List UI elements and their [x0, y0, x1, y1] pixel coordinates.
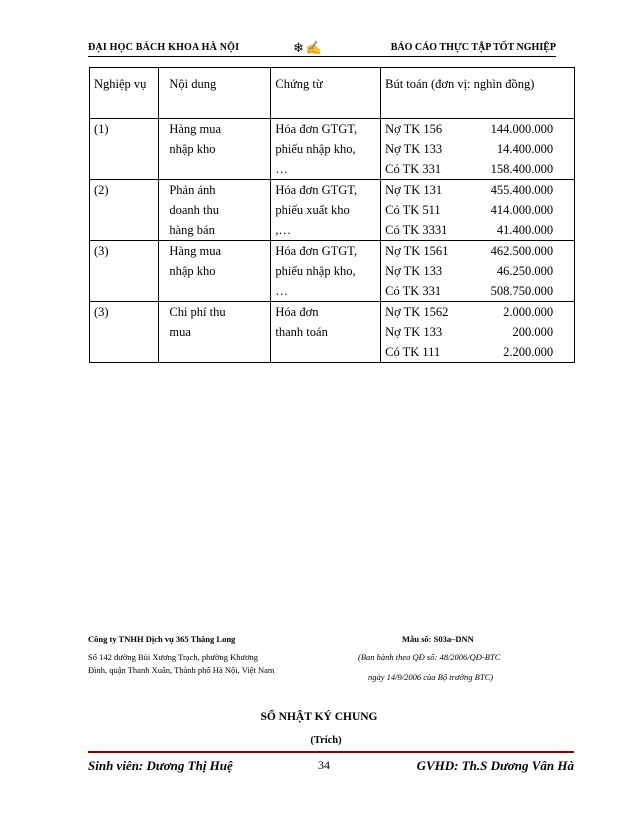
- journal-entry-line: [385, 281, 553, 301]
- journal-entry-line: [385, 159, 553, 179]
- transaction-number-cell: [90, 302, 159, 363]
- transaction-number-cell: [90, 180, 159, 241]
- content-cell: [159, 241, 271, 302]
- document-line: Hóa đơn: [275, 305, 319, 319]
- journal-entry-line: [385, 119, 553, 139]
- document-line: phiếu nhập kho,: [275, 264, 356, 278]
- entry-cell: [381, 119, 575, 180]
- account-code: Có TK 111: [385, 345, 441, 359]
- account-code: Nợ TK 131: [385, 183, 443, 197]
- entry-cell: [381, 302, 575, 363]
- transaction-number-cell: [90, 241, 159, 302]
- university-name: ĐẠI HỌC BÁCH KHOA HÀ NỘI: [88, 42, 240, 53]
- page-footer: [88, 758, 574, 776]
- journal-entry-line: [385, 241, 553, 261]
- content-line: Hàng mua: [169, 244, 222, 258]
- entry-amount: 46.250.000: [496, 264, 554, 278]
- document-cell: [271, 180, 381, 241]
- transaction-number-cell: [90, 119, 159, 180]
- document-cell: [271, 302, 381, 363]
- content-cell: [159, 302, 271, 363]
- table-row: [90, 302, 575, 363]
- company-address-line: Số 142 đường Bùi Xương Trạch, phường Khương: [88, 652, 259, 662]
- content-line: nhập kho: [169, 264, 216, 278]
- company-name: Công ty TNHH Dịch vụ 365 Thăng Long: [88, 634, 236, 644]
- column-header: Chứng từ: [271, 68, 381, 119]
- document-line: thanh toán: [275, 325, 328, 339]
- entry-amount: 414.000.000: [490, 203, 554, 217]
- entry-amount: 2.000.000: [503, 305, 554, 319]
- document-cell: [271, 241, 381, 302]
- decree-line: (Ban hành theo QĐ số: 48/2006/QĐ-BTC: [358, 652, 501, 662]
- content-line: Chi phí thu: [169, 305, 226, 319]
- journal-entry-line: [385, 180, 553, 200]
- document-line: …: [275, 162, 288, 176]
- content-line: Hàng mua: [169, 122, 222, 136]
- student-name: Sinh viên: Dương Thị Huệ: [88, 758, 233, 773]
- account-code: Có TK 3331: [385, 223, 448, 237]
- content-line: mua: [169, 325, 191, 339]
- content-line: hàng bán: [169, 223, 215, 237]
- report-title: BÁO CÁO THỰC TẬP TỐT NGHIỆP: [390, 42, 556, 53]
- entry-cell: [381, 180, 575, 241]
- content-cell: [159, 119, 271, 180]
- company-address-line: Đình, quận Thanh Xuân, Thành phố Hà Nội, Việt Nam: [88, 665, 275, 675]
- journal-entry-line: [385, 200, 553, 220]
- account-code: Có TK 331: [385, 284, 442, 298]
- entry-amount: 200.000: [512, 325, 554, 339]
- page-header: [88, 40, 556, 56]
- page-number: 34: [318, 758, 330, 772]
- document-line: Hóa đơn GTGT,: [275, 183, 358, 197]
- document-line: …: [275, 284, 288, 298]
- account-code: Nợ TK 1561: [385, 244, 449, 258]
- journal-entry-line: [385, 220, 553, 240]
- entry-amount: 2.200.000: [503, 345, 554, 359]
- form-code: Mẫu số: S03a–DNN: [402, 634, 474, 644]
- journal-entry-line: [385, 302, 553, 322]
- journal-entry-line: [385, 322, 553, 342]
- table-row: [90, 119, 575, 180]
- ledger-title: SỔ NHẬT KÝ CHUNG: [260, 711, 378, 723]
- transaction-number: (2): [94, 183, 109, 197]
- document-line: phiếu xuất kho: [275, 203, 350, 217]
- journal-entries-table: [89, 67, 575, 363]
- document-cell: [271, 119, 381, 180]
- account-code: Nợ TK 156: [385, 122, 443, 136]
- ornament-icon: ❄✍: [293, 40, 325, 55]
- transaction-number: (1): [94, 122, 109, 136]
- account-code: Nợ TK 133: [385, 325, 443, 339]
- transaction-number: (3): [94, 305, 109, 319]
- footer-divider: [88, 751, 574, 753]
- entry-amount: 455.400.000: [490, 183, 554, 197]
- entry-cell: [381, 241, 575, 302]
- header-divider: [88, 56, 556, 57]
- entry-amount: 144.000.000: [490, 122, 554, 136]
- account-code: Nợ TK 133: [385, 264, 443, 278]
- column-header: Bút toán (đơn vị: nghìn đồng): [381, 68, 575, 119]
- transaction-number: (3): [94, 244, 109, 258]
- entry-amount: 41.400.000: [496, 223, 554, 237]
- decree-line: ngày 14/9/2006 của Bộ trưởng BTC): [368, 672, 494, 682]
- account-code: Nợ TK 133: [385, 142, 443, 156]
- column-header: Nội dung: [159, 68, 271, 119]
- entry-amount: 508.750.000: [490, 284, 554, 298]
- journal-entry-line: [385, 139, 553, 159]
- account-code: Có TK 511: [385, 203, 441, 217]
- journal-entry-line: [385, 261, 553, 281]
- table-row: [90, 241, 575, 302]
- table-header-row: [90, 68, 575, 119]
- entry-amount: 462.500.000: [490, 244, 554, 258]
- content-cell: [159, 180, 271, 241]
- advisor-name: GVHD: Th.S Dương Vân Hà: [416, 758, 574, 773]
- account-code: Nợ TK 1562: [385, 305, 449, 319]
- journal-entry-line: [385, 342, 553, 362]
- content-line: Phản ánh: [169, 183, 216, 197]
- document-line: Hóa đơn GTGT,: [275, 244, 358, 258]
- document-line: Hóa đơn GTGT,: [275, 122, 358, 136]
- account-code: Có TK 331: [385, 162, 442, 176]
- entry-amount: 158.400.000: [490, 162, 554, 176]
- ledger-subtitle: (Trích): [310, 735, 342, 746]
- entry-amount: 14.400.000: [496, 142, 554, 156]
- table-row: [90, 180, 575, 241]
- document-line: phiếu nhập kho,: [275, 142, 356, 156]
- column-header: Nghiệp vụ: [90, 68, 159, 119]
- content-line: doanh thu: [169, 203, 220, 217]
- content-line: nhập kho: [169, 142, 216, 156]
- document-line: ,…: [275, 223, 292, 237]
